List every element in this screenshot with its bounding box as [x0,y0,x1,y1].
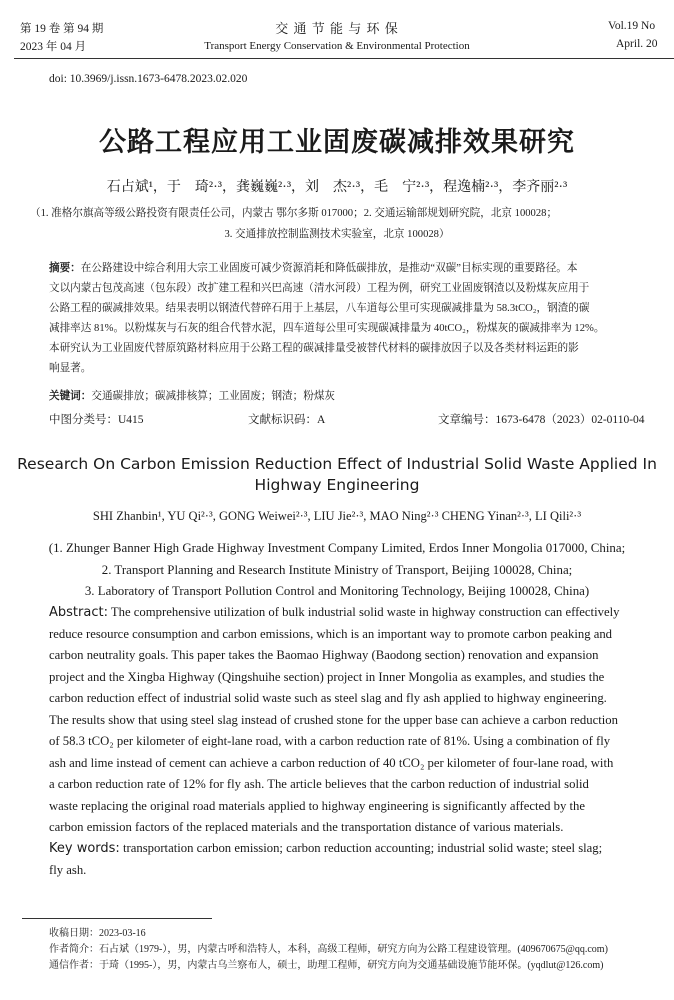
title-cn: 公路工程应用工业固废碳减排效果研究 [99,127,575,158]
abstract-cn-label: 摘要： [49,262,81,274]
affiliation-en-line: 3. Laboratory of Transport Pollution Control and Monitoring Technology, Beijing 100028, China) [84,584,590,598]
abstract-cn-line: 响显著。 [49,363,92,374]
abstract-en-line: Abstract: The comprehensive utilization of bulk industrial solid waste in highway construction can effectively [49,605,620,620]
abstract-en-line: project and the Xingba Highway (Qingshuihe section) project in Inner Mongolia as examples, and studies the [49,669,605,684]
footnote-corresponding-author: 通信作者：于琦（1995-），男，内蒙古乌兰察布人，硕士，助理工程师，研究方向为交通基础设施节能环保。(yqdlut@126.com) [49,960,604,971]
abstract-en-line: of 58.3 tCO₂ per kilometer of eight-lane road, with a carbon reduction rate of 81%. Using a combination of fly [49,734,611,748]
footnote-rule [22,918,212,919]
header-journal-cn: 交 通 节 能 与 环 保 [275,21,399,36]
keywords-cn-label: 关键词： [49,390,92,402]
authors-cn: 石占斌¹，于 琦²·³，龚巍巍²·³，刘 杰²·³，毛 宁²·³，程逸楠²·³，李齐丽²·³ [106,180,568,195]
keywords-en-label: Key words: [49,841,120,856]
abstract-en-line: carbon emission factors of the replaced materials and the transportation distance of various materials. [49,820,564,834]
title-en-line-1: Research On Carbon Emission Reduction Effect of Industrial Solid Waste Applied In [17,455,657,473]
header-volume-cn: 第 19 卷 第 94 期 [20,23,104,35]
abstract-en-line: waste replacing the original road materials applied to highway engineering is significantly affected by the [49,798,585,813]
abstract-cn-line: 减排率达 81%。以粉煤灰与石灰的组合代替水泥，四车道每公里可实现碳减排量为 40tCO₂，粉煤灰的碳减排率为 12%。 [49,323,605,334]
abstract-en-line: reduce resource consumption and carbon emissions, which is an important way to promote carbon peaking and [49,626,613,641]
header-rule [14,58,674,59]
header-volume-en: Vol.19 No [608,20,656,32]
affiliation-cn-line-1: （1. 准格尔旗高等级公路投资有限责任公司，内蒙古 鄂尔多斯 017000；2. 交通运输部规划研究院，北京 100028； [30,208,558,219]
abstract-en-line: carbon neutrality goals. This paper takes the Baomao Highway (Baodong section) renovation and expansion [49,648,599,662]
abstract-cn-line: 文以内蒙古包茂高速（包东段）改扩建工程和兴巴高速（清水河段）工程为例，研究工业固废钢渣以及粉煤灰应用于 [49,283,590,294]
abstract-en [49,602,661,839]
footnote-author-bio: 作者简介：石占斌（1979-），男，内蒙古呼和浩特人，本科，高级工程师，研究方向为公路工程建设管理。(409670675@qq.com) [49,944,608,955]
footnote-received: 收稿日期：2023-03-16 [49,928,146,939]
abstract-en-line: ash and lime instead of cement can achieve a carbon reduction of 40 tCO₂ per kilometer of four-lane road, with [49,755,614,770]
keywords-en-line: fly ash. [49,862,87,877]
keywords-cn [49,386,335,407]
abstract-cn-line: 摘要：在公路建设中综合利用大宗工业固废可减少资源消耗和降低碳排放，是推动“双碳”目标实现的重要路径。本 [49,262,578,274]
title-en-line-2: Highway Engineering [254,476,420,494]
affiliations-en [0,538,674,603]
abstract-en-line: carbon reduction effect of industrial solid waste such as steel slag and fly ash applied to highway engineering. [49,691,607,705]
affiliation-en-line: (1. Zhunger Banner High Grade Highway Investment Company Limited, Erdos Inner Mongolia 017000, China; [48,541,626,555]
keywords-cn-text: 交通碳排放；碳减排核算；工业固废；钢渣；粉煤灰 [91,391,336,402]
article-number: 文章编号：1673-6478（2023）02-0110-04 [438,414,645,426]
footnotes [49,926,608,974]
title-en [0,454,674,496]
affiliation-cn-line-2: 3. 交通排放控制监测技术实验室，北京 100028） [224,229,450,240]
abstract-en-label: Abstract: [49,605,108,620]
keywords-en-line: Key words: transportation carbon emission; carbon reduction accounting; industrial solid waste; steel slag; [49,841,603,856]
affiliation-en-line: 2. Transport Planning and Research Institute Ministry of Transport, Beijing 100028, China; [101,562,573,577]
document-code: 文献标识码：A [248,414,326,426]
abstract-en-line: a carbon reduction rate of 12% for fly ash. The article believes that the carbon reduction of industrial solid [49,777,589,791]
abstract-en-line: The results show that using steel slag instead of crushed stone for the upper base can achieve a carbon reduction [49,712,618,727]
keywords-en [49,838,661,881]
clc-number: 中图分类号：U415 [49,414,144,426]
authors-en: SHI Zhanbin¹, YU Qi²·³, GONG Weiwei²·³, LIU Jie²·³, MAO Ning²·³ CHENG Yinan²·³, LI Qili²·³ [92,509,582,523]
header-date-en: April. 20 [616,38,658,50]
abstract-cn-line: 本研究认为工业固废代替原筑路材料应用于公路工程的碳减排量受被替代材料的碳排放因子以及各类材料运距的影 [49,343,579,354]
header-journal-en: Transport Energy Conservation & Environmental Protection [204,40,470,52]
abstract-cn-line: 公路工程的碳减排效果。结果表明以钢渣代替碎石用于上基层，八车道每公里可实现碳减排量为 58.3tCO₂，钢渣的碳 [49,303,590,314]
header-date-cn: 2023 年 04 月 [20,41,87,53]
doi: doi: 10.3969/j.issn.1673-6478.2023.02.020 [49,73,248,85]
abstract-cn [49,258,604,379]
